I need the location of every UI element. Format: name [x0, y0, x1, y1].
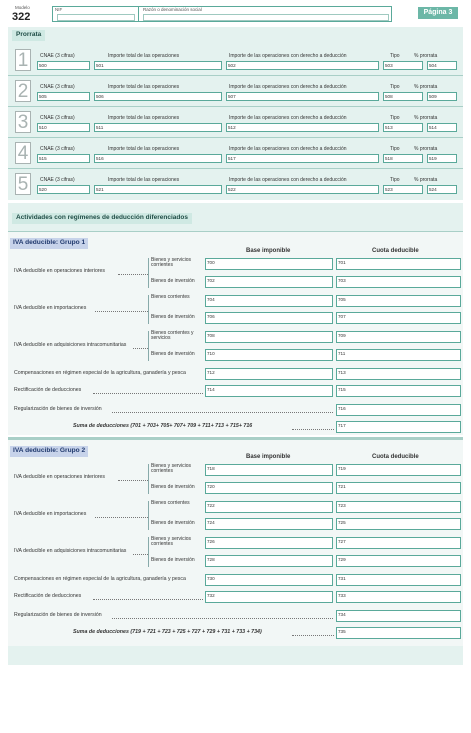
base-imponible-input[interactable] — [205, 464, 333, 476]
base-imponible-input[interactable] — [205, 537, 333, 549]
prorrata-code: 516 — [96, 156, 104, 161]
base-code: 728 — [207, 557, 215, 562]
base-code: 726 — [207, 539, 215, 544]
importaciones-label: IVA deducible en importaciones — [14, 305, 87, 311]
cuota-deducible-input[interactable] — [336, 312, 461, 324]
cuota-code: 709 — [338, 333, 346, 338]
prorrata-code: 513 — [385, 125, 393, 130]
prorrata-col-header: Tipo — [390, 115, 400, 121]
prorrata-input[interactable] — [94, 185, 222, 194]
prorrata-col-header: Tipo — [390, 146, 400, 152]
prorrata-code: 501 — [96, 63, 104, 68]
prorrata-separator — [8, 137, 463, 138]
group-bracket — [148, 501, 149, 530]
cuota-deducible-input[interactable] — [336, 349, 461, 361]
base-imponible-input[interactable] — [205, 482, 333, 494]
cuota-deducible-input[interactable] — [336, 610, 461, 622]
prorrata-separator — [8, 75, 463, 76]
group-bracket — [148, 537, 149, 567]
base-code: 730 — [207, 576, 215, 581]
cuota-deducible-input[interactable] — [336, 627, 461, 639]
nif-input[interactable] — [57, 14, 135, 21]
prorrata-col-header: Importe de las operaciones con derecho a deducción — [229, 53, 347, 59]
leader-dots — [95, 311, 148, 312]
interiores-label: IVA deducible en operaciones interiores — [14, 474, 106, 480]
base-imponible-input[interactable] — [205, 295, 333, 307]
cuota-code: 711 — [338, 351, 346, 356]
razon-label: Razón o denominación social — [143, 7, 202, 12]
cuota-code: 715 — [338, 387, 346, 392]
prorrata-code: 519 — [429, 156, 437, 161]
base-imponible-input[interactable] — [205, 312, 333, 324]
prorrata-col-header: Importe de las operaciones con derecho a deducción — [229, 177, 347, 183]
regularizacion-label: Regularización de bienes de inversión — [14, 406, 102, 412]
compensaciones-label: Compensaciones en régimen especial de la agricultura, ganadería y pesca — [14, 576, 186, 582]
prorrata-col-header: Importe de las operaciones con derecho a deducción — [229, 146, 347, 152]
suma-label: Suma de deducciones (701 + 703+ 705+ 707+ 709 + 711+ 713 + 715+ 716 — [73, 423, 253, 429]
prorrata-input[interactable] — [226, 123, 379, 132]
cuota-deducible-input[interactable] — [336, 464, 461, 476]
cuota-code: 703 — [338, 278, 346, 283]
rectificacion-label: Rectificación de deducciones — [14, 387, 82, 393]
prorrata-col-header: CNAE (3 cifras) — [40, 53, 75, 59]
prorrata-code: 507 — [228, 94, 236, 99]
subrow-label: Bienes de inversión — [151, 351, 195, 357]
cuota-deducible-input[interactable] — [336, 555, 461, 567]
grupo2-title: IVA deducible: Grupo 2 — [10, 446, 88, 457]
prorrata-code: 512 — [228, 125, 236, 130]
cuota-deducible-input[interactable] — [336, 518, 461, 530]
prorrata-input[interactable] — [226, 185, 379, 194]
prorrata-col-header: Importe total de las operaciones — [108, 177, 180, 183]
rectificacion-label: Rectificación de deducciones — [14, 593, 82, 599]
prorrata-code: 523 — [385, 187, 393, 192]
base-code: 704 — [207, 297, 215, 302]
prorrata-col-header: % prorrata — [414, 115, 438, 121]
cuota-deducible-input[interactable] — [336, 591, 461, 603]
prorrata-row-number: 2 — [15, 80, 31, 102]
prorrata-code: 508 — [385, 94, 393, 99]
prorrata-code: 521 — [96, 187, 104, 192]
prorrata-input[interactable] — [94, 92, 222, 101]
prorrata-col-header: Importe total de las operaciones — [108, 115, 180, 121]
subrow-label: Bienes corrientes — [151, 500, 190, 506]
prorrata-code: 509 — [429, 94, 437, 99]
base-code: 720 — [207, 484, 215, 489]
cuota-deducible-header: Cuota deducible — [372, 454, 419, 460]
prorrata-col-header: Importe de las operaciones con derecho a deducción — [229, 84, 347, 90]
subrow-label: Bienes de inversión — [151, 314, 195, 320]
base-imponible-input[interactable] — [205, 518, 333, 530]
leader-dots — [95, 517, 148, 518]
intracomunitarias-label: IVA deducible en adquisiciones intracomunitarias — [14, 548, 127, 554]
subrow-label: Bienes de inversión — [151, 557, 195, 563]
base-imponible-input[interactable] — [205, 368, 333, 380]
subrow-label: Bienes y servicios corrientes — [151, 536, 192, 548]
cuota-code: 721 — [338, 484, 346, 489]
prorrata-col-header: Importe total de las operaciones — [108, 84, 180, 90]
actividades-title: Actividades con regímenes de deducción diferenciados — [12, 213, 192, 224]
cuota-code: 729 — [338, 557, 346, 562]
importaciones-label: IVA deducible en importaciones — [14, 511, 87, 517]
prorrata-code: 522 — [228, 187, 236, 192]
prorrata-col-header: % prorrata — [414, 177, 438, 183]
leader-dots — [133, 554, 148, 555]
base-imponible-input[interactable] — [205, 331, 333, 343]
prorrata-separator — [8, 168, 463, 169]
razon-input[interactable] — [143, 14, 389, 21]
prorrata-col-header: % prorrata — [414, 146, 438, 152]
cuota-deducible-input[interactable] — [336, 501, 461, 513]
cuota-code: 707 — [338, 314, 346, 319]
cuota-deducible-input[interactable] — [336, 421, 461, 433]
leader-dots — [112, 412, 333, 413]
base-imponible-input[interactable] — [205, 385, 333, 397]
prorrata-code: 503 — [385, 63, 393, 68]
prorrata-code: 504 — [429, 63, 437, 68]
base-code: 718 — [207, 466, 215, 471]
intracomunitarias-label: IVA deducible en adquisiciones intracomunitarias — [14, 342, 127, 348]
base-code: 702 — [207, 278, 215, 283]
base-code: 710 — [207, 351, 215, 356]
prorrata-col-header: Importe total de las operaciones — [108, 53, 180, 59]
leader-dots — [112, 618, 333, 619]
cuota-deducible-input[interactable] — [336, 385, 461, 397]
prorrata-input[interactable] — [94, 61, 222, 70]
modelo-number: 322 — [12, 11, 31, 23]
cuota-code: 719 — [338, 466, 346, 471]
leader-dots — [118, 480, 148, 481]
base-imponible-input[interactable] — [205, 276, 333, 288]
prorrata-input[interactable] — [226, 154, 379, 163]
subrow-label: Bienes de inversión — [151, 520, 195, 526]
prorrata-input[interactable] — [94, 123, 222, 132]
prorrata-col-header: Tipo — [390, 53, 400, 59]
base-code: 722 — [207, 503, 215, 508]
prorrata-col-header: Importe de las operaciones con derecho a deducción — [229, 115, 347, 121]
prorrata-code: 506 — [96, 94, 104, 99]
prorrata-row-number: 5 — [15, 173, 31, 195]
cuota-code: 705 — [338, 297, 346, 302]
prorrata-row-number: 4 — [15, 142, 31, 164]
group-bracket — [148, 464, 149, 494]
leader-dots — [292, 635, 334, 636]
nif-label: NIF — [55, 7, 63, 12]
leader-dots — [292, 429, 334, 430]
base-code: 706 — [207, 314, 215, 319]
leader-dots — [133, 348, 148, 349]
base-code: 714 — [207, 387, 215, 392]
cuota-code: 727 — [338, 539, 346, 544]
cuota-code: 701 — [338, 260, 346, 265]
compensaciones-label: Compensaciones en régimen especial de la agricultura, ganadería y pesca — [14, 370, 186, 376]
cuota-code: 733 — [338, 593, 346, 598]
prorrata-code: 502 — [228, 63, 236, 68]
cuota-code: 713 — [338, 370, 346, 375]
base-imponible-input[interactable] — [205, 501, 333, 513]
cuota-deducible-input[interactable] — [336, 368, 461, 380]
grupo1-title: IVA deducible: Grupo 1 — [10, 238, 88, 249]
subrow-label: Bienes de inversión — [151, 278, 195, 284]
cuota-code: 717 — [338, 423, 346, 428]
group-bracket — [148, 331, 149, 361]
leader-dots — [118, 274, 148, 275]
prorrata-input[interactable] — [226, 92, 379, 101]
regularizacion-label: Regularización de bienes de inversión — [14, 612, 102, 618]
base-imponible-input[interactable] — [205, 349, 333, 361]
prorrata-code: 520 — [39, 187, 47, 192]
prorrata-code: 500 — [39, 63, 47, 68]
cuota-deducible-input[interactable] — [336, 404, 461, 416]
base-imponible-input[interactable] — [205, 591, 333, 603]
cuota-code: 725 — [338, 520, 346, 525]
prorrata-input[interactable] — [226, 61, 379, 70]
cuota-deducible-input[interactable] — [336, 482, 461, 494]
cuota-deducible-header: Cuota deducible — [372, 248, 419, 254]
prorrata-code: 515 — [39, 156, 47, 161]
base-code: 732 — [207, 593, 215, 598]
base-code: 712 — [207, 370, 215, 375]
prorrata-col-header: CNAE (3 cifras) — [40, 115, 75, 121]
prorrata-code: 514 — [429, 125, 437, 130]
subrow-label: Bienes y servicios corrientes — [151, 257, 192, 269]
prorrata-code: 505 — [39, 94, 47, 99]
prorrata-col-header: Tipo — [390, 177, 400, 183]
prorrata-col-header: Importe total de las operaciones — [108, 146, 180, 152]
header-divider — [138, 6, 139, 22]
cuota-deducible-input[interactable] — [336, 537, 461, 549]
cuota-code: 716 — [338, 406, 346, 411]
prorrata-code: 517 — [228, 156, 236, 161]
base-imponible-input[interactable] — [205, 555, 333, 567]
prorrata-col-header: CNAE (3 cifras) — [40, 177, 75, 183]
base-code: 724 — [207, 520, 215, 525]
modelo-label: Modelo — [15, 5, 30, 10]
prorrata-col-header: % prorrata — [414, 84, 438, 90]
base-imponible-input[interactable] — [205, 258, 333, 270]
leader-dots — [93, 599, 203, 600]
cuota-deducible-input[interactable] — [336, 295, 461, 307]
subrow-label: Bienes de inversión — [151, 484, 195, 490]
cuota-deducible-input[interactable] — [336, 258, 461, 270]
base-imponible-header: Base imponible — [246, 454, 291, 460]
base-code: 700 — [207, 260, 215, 265]
suma-label: Suma de deducciones (719 + 721 + 723 + 725 + 727 + 729 + 731 + 733 + 734) — [73, 629, 262, 635]
base-imponible-header: Base imponible — [246, 248, 291, 254]
group-bracket — [148, 258, 149, 288]
base-imponible-input[interactable] — [205, 574, 333, 586]
prorrata-col-header: CNAE (3 cifras) — [40, 84, 75, 90]
cuota-deducible-input[interactable] — [336, 574, 461, 586]
prorrata-col-header: CNAE (3 cifras) — [40, 146, 75, 152]
prorrata-title: Prorrata — [12, 30, 45, 41]
subrow-label: Bienes y servicios corrientes — [151, 463, 192, 475]
subrow-label: Bienes corrientes y servicios — [151, 330, 194, 342]
prorrata-separator — [8, 106, 463, 107]
prorrata-col-header: Tipo — [390, 84, 400, 90]
subrow-label: Bienes corrientes — [151, 294, 190, 300]
group-bracket — [148, 295, 149, 324]
prorrata-row-number: 3 — [15, 111, 31, 133]
prorrata-code: 511 — [96, 125, 104, 130]
prorrata-code: 524 — [429, 187, 437, 192]
cuota-code: 723 — [338, 503, 346, 508]
prorrata-code: 518 — [385, 156, 393, 161]
cuota-code: 731 — [338, 576, 346, 581]
leader-dots — [93, 393, 203, 394]
prorrata-code: 510 — [39, 125, 47, 130]
prorrata-input[interactable] — [94, 154, 222, 163]
cuota-deducible-input[interactable] — [336, 331, 461, 343]
base-code: 708 — [207, 333, 215, 338]
prorrata-col-header: % prorrata — [414, 53, 438, 59]
page-badge: Página 3 — [418, 7, 458, 19]
prorrata-row-number: 1 — [15, 49, 31, 71]
interiores-label: IVA deducible en operaciones interiores — [14, 268, 106, 274]
cuota-code: 734 — [338, 612, 346, 617]
footer-bar — [8, 646, 463, 665]
cuota-deducible-input[interactable] — [336, 276, 461, 288]
cuota-code: 735 — [338, 629, 346, 634]
